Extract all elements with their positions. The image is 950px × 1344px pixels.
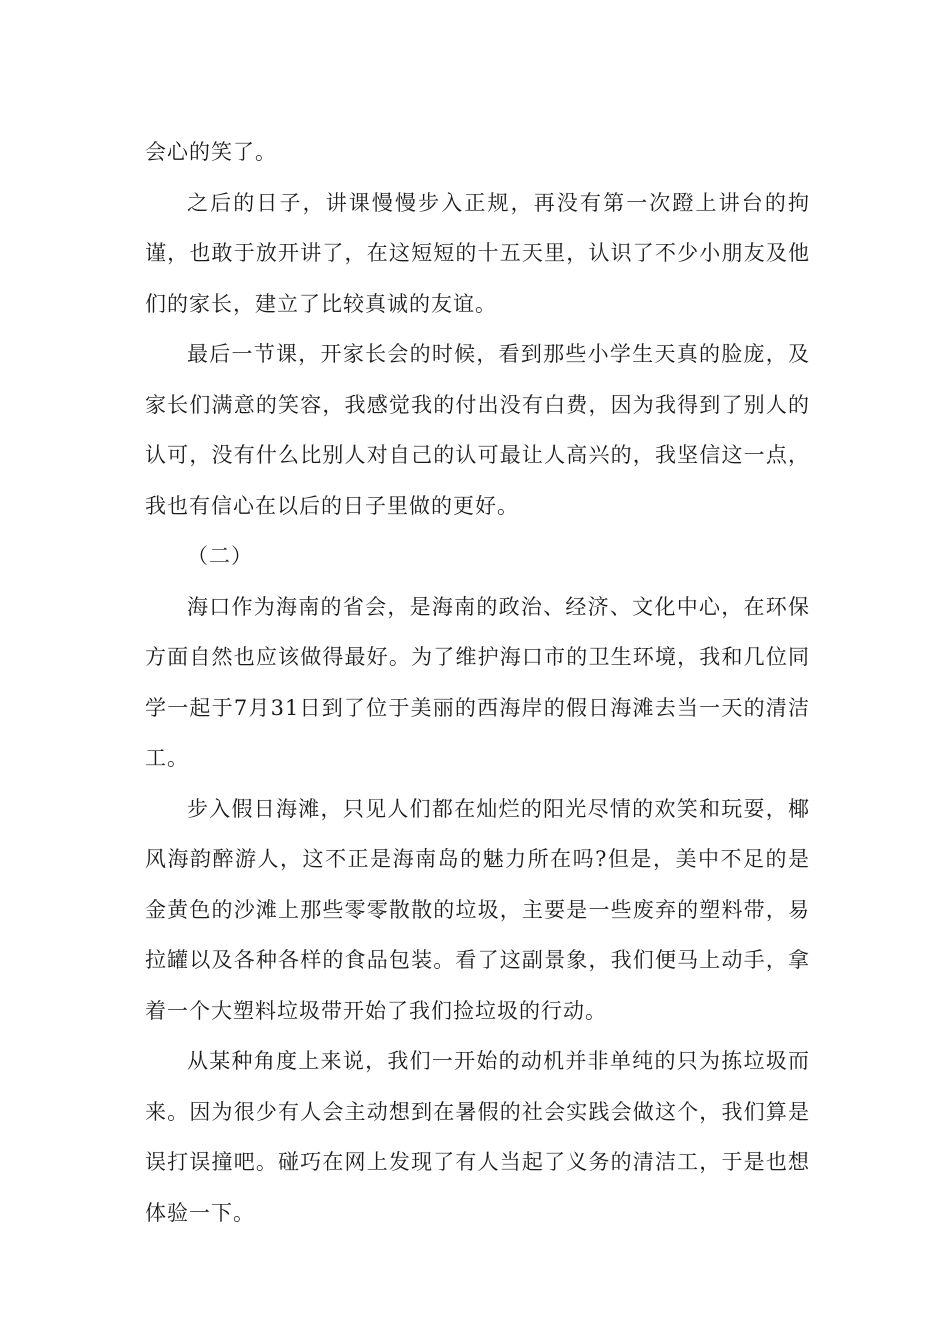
paragraph: 海口作为海南的省会，是海南的政治、经济、文化中心，在环保方面自然也应该做得最好。为了维护海口市的卫生环境，我和几位同学一起于7月31日到了位于美丽的西海岸的假日海滩去当一天的清洁工。 bbox=[145, 594, 810, 770]
section-heading: （二） bbox=[187, 544, 253, 568]
paragraph: 从某种角度上来说，我们一开始的动机并非单纯的只为拣垃圾而来。因为很少有人会主动想到在暑假的社会实践会做这个，我们算是误打误撞吧。碰巧在网上发现了有人当起了义务的清洁工，于是也想体验一下。 bbox=[145, 1049, 810, 1225]
document-body bbox=[145, 127, 810, 1238]
paragraph: 最后一节课，开家长会的时候，看到那些小学生天真的脸庞，及家长们满意的笑容，我感觉我的付出没有白费，因为我得到了别人的认可，没有什么比别人对自己的认可最让人高兴的，我坚信这一点，我也有信心在以后的日子里做的更好。 bbox=[145, 342, 810, 518]
paragraph: 步入假日海滩，只见人们都在灿烂的阳光尽情的欢笑和玩耍，椰风海韵醉游人，这不正是海南岛的魅力所在吗?但是，美中不足的是金黄色的沙滩上那些零零散散的垃圾，主要是一些废弃的塑料带，易拉罐以及各种各样的食品包装。看了这副景象，我们便马上动手，拿着一个大塑料垃圾带开始了我们捡垃圾的行动。 bbox=[145, 796, 810, 1023]
paragraph-continued: 会心的笑了。 bbox=[145, 140, 277, 164]
paragraph: 之后的日子，讲课慢慢步入正规，再没有第一次蹬上讲台的拘谨，也敢于放开讲了，在这短短的十五天里，认识了不少小朋友及他们的家长，建立了比较真诚的友谊。 bbox=[145, 190, 810, 316]
